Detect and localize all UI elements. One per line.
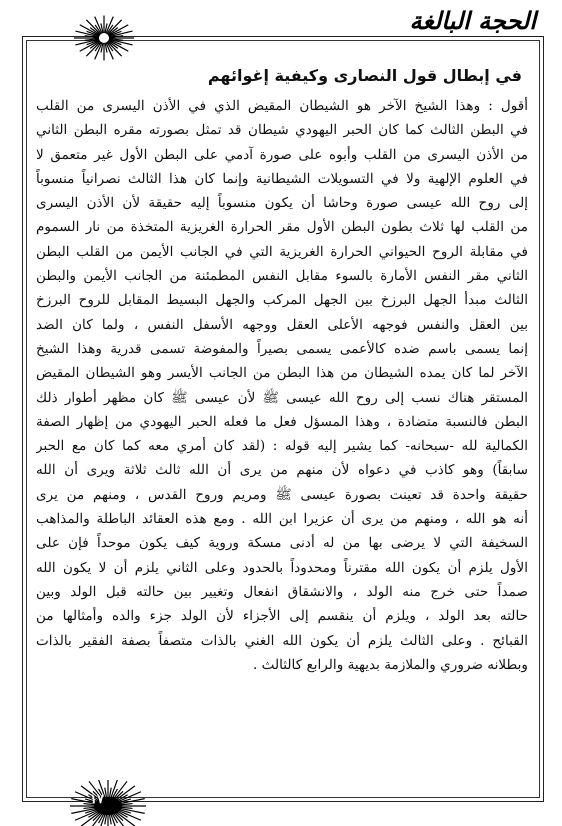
body-paragraph xyxy=(36,94,528,677)
text-line: في العلوم الإلهية ولا في التسويلات الشيطانية وإنما كان هذا الثالث نصرانياً منسوباً xyxy=(36,170,528,187)
text-line: الآخر لما كان يمده الشيطان من هذا البطن من الجانب الأيسر وهو الشيطان المقيض xyxy=(36,365,528,382)
text-line: أقول : وهذا الشيخ الآخر هو الشيطان المقيض الذي في الأذن اليسرى من القلب xyxy=(36,98,528,114)
text-line: الثاني مقر النفس الأمارة بالسوء مقابل النفس المطمئنة من الجانب الأيمن والبطن xyxy=(36,268,528,285)
text-line: من الأذن اليسرى من القلب وأبوه على صورة آدمي على البطن الأول غير متعمق لا xyxy=(36,146,528,163)
text-line: القبائح . وعلى الثالث يلزم أن يكون الله الغني بالذات متصفاً بصفة الفقير بالذات xyxy=(36,632,528,649)
text-line: البطن فالنسبة متضادة ، وهذا المسؤل فعل ما فعله الحبر اليهودي من إظهار الصفة xyxy=(36,413,528,430)
book-title-header: الحجة البالغة xyxy=(409,6,536,35)
page-number: ١٧ xyxy=(90,792,104,807)
text-line: الكمالية لله -سبحانه- كما يشير إليه قوله : (لقد كان أمري معه كما كان مع الحبر xyxy=(36,438,528,455)
text-line: المستقر هناك نسب إلى روح الله عيسى ﷺ لأن عيسى ﷺ كان مظهر أطوار ذلك xyxy=(36,389,528,406)
text-line: وبطلانه ضروري والملازمة بديهية والرابع كالثالث . xyxy=(253,656,528,673)
section-heading: في إبطال قول النصارى وكيفية إغوائهم xyxy=(207,66,522,85)
text-line: سابقاً) وهو كاذب في دعواه لأن منهم من يرى أن الله ثالث ثلاثة ويرى أن الله xyxy=(36,462,528,479)
text-line: أنه هو الله ، ومنهم من يرى أن عزيرا ابن الله . ومع هذه العقائد الباطلة والمذاهب xyxy=(36,511,528,528)
text-line: إلى روح الله عيسى صورة وحاشا أن يكون منسوباً إليه حقيقة لأن الأذن اليسرى xyxy=(36,195,528,212)
text-line: في مقابلة الروح الحيواني الحرارة الغريزية التي في الجانب الأيمن من القلب البطن xyxy=(36,243,528,260)
starburst-ornament-icon xyxy=(72,14,136,62)
text-line: حالته بعد الولد ، ويلزم أن ينقسم إلى الأجزاء لأن الولد جزء والده وأمثالها من xyxy=(36,608,528,625)
text-line: في البطن الثالث كما كان الحبر اليهودي شيطان قد تمثل بصورته مقره البطن الثاني xyxy=(36,122,528,139)
starburst-ornament-icon xyxy=(68,780,148,826)
text-line: الثالث مبدأ الجهل البرزخ بين الجهل المركب والجهل البسيط المقابل للروح البرزخ xyxy=(36,292,528,309)
text-line: من القلب لها ثلاث بطون البطن الأول مقر الحرارة الغريزية المتخذة من نار السموم xyxy=(36,219,528,236)
text-line: السخيفة التي لا يرضى بها من له أدنى مسكة وروية كيف يكون موحداً فإن على xyxy=(36,535,528,552)
text-line: الأول يلزم أن يكون الله مقترناً ومحدوداً بالحدود وعلى الثاني يلزم أن لا يكون الله xyxy=(36,559,528,576)
text-line: حقيقة واحدة قد تعينت بصورة عيسى ﷺ ومريم وروح القدس ، ومنهم من يرى xyxy=(36,486,528,503)
text-line: صمداً حتى خرج منه الولد ، والانشقاق انفعال وتغيير بين حالته قبل الولد وبين xyxy=(36,583,528,600)
text-line: بين العقل والنفس فوجهه الأعلى العقل ووجهه الأسفل النفس ، ولما كان الضد xyxy=(36,316,528,333)
text-line: إنما يسمى باسم ضده كالأعمى يسمى بصيراً والمفوضة تسمى قدرية وهذا الشيخ xyxy=(36,340,528,357)
